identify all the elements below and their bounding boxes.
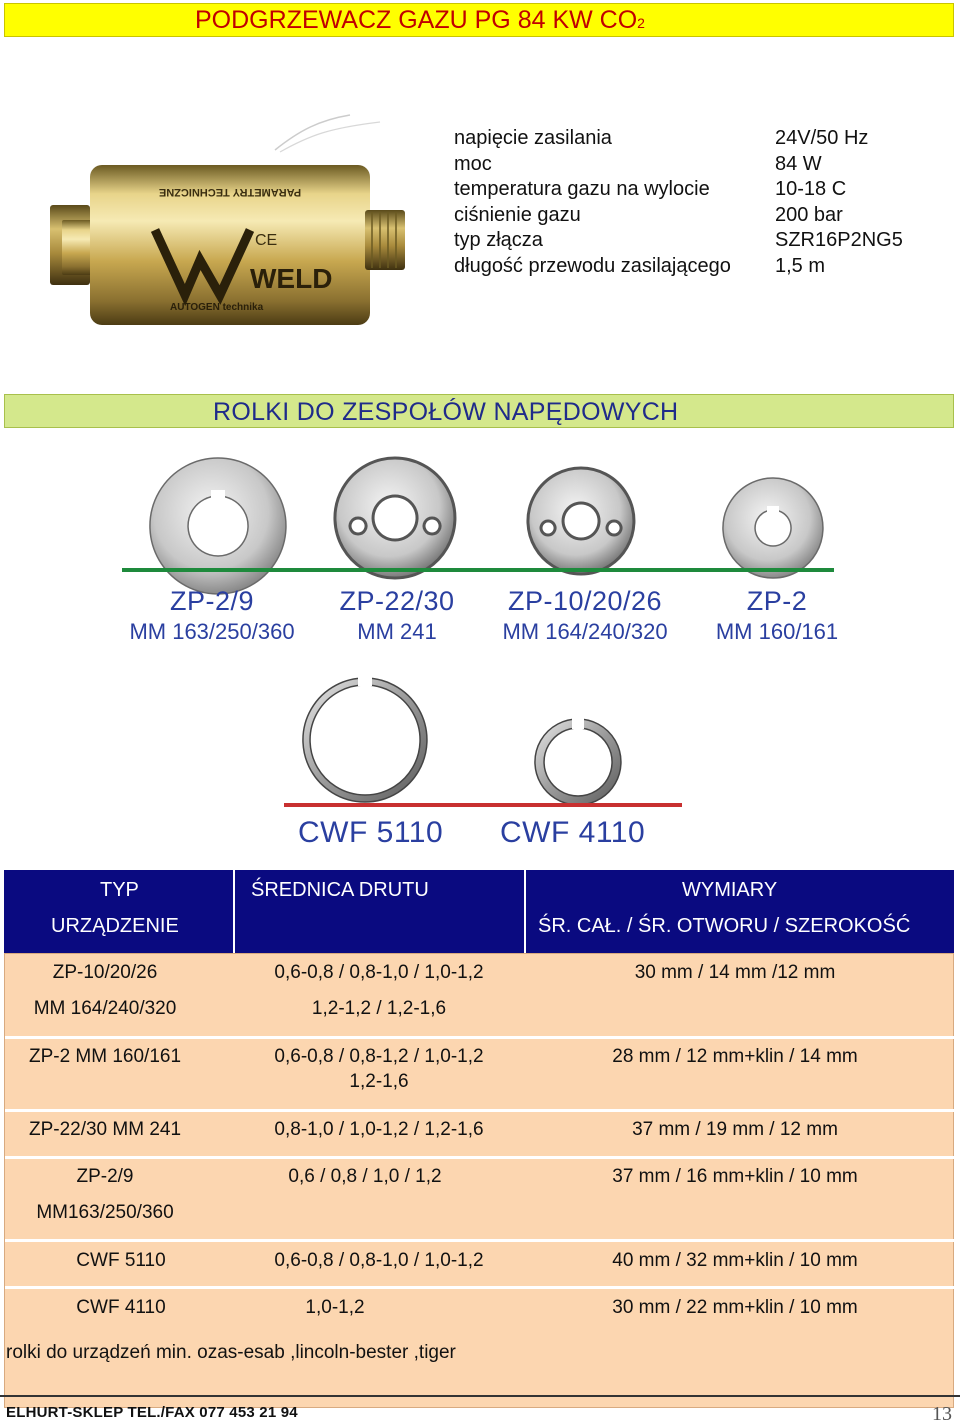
header-wymiary: WYMIARY xyxy=(682,879,778,901)
roller-disc-zp-22-30 xyxy=(333,456,457,580)
cwf-4110-ring xyxy=(532,716,624,808)
header-srednica: ŚREDNICA DRUTU xyxy=(251,879,429,901)
spec-row xyxy=(454,203,914,229)
table-cell: 0,6-0,8 / 0,8-1,0 / 1,0-1,2 xyxy=(274,962,484,983)
page-header-band xyxy=(4,3,954,37)
spec-value: SZR16P2NG5 xyxy=(775,229,903,251)
gas-heater-image xyxy=(20,110,440,340)
row-separator xyxy=(5,1239,955,1242)
roller-caption xyxy=(716,586,838,645)
table-cell: 30 mm / 22 mm+klin / 10 mm xyxy=(612,1297,858,1318)
row-separator xyxy=(5,1286,955,1289)
roller-name: ZP-2/9 xyxy=(169,586,255,616)
spec-value: 200 bar xyxy=(775,203,843,226)
spec-label: ciśnienie gazu xyxy=(454,203,581,226)
table-cell: ZP-10/20/26 xyxy=(52,962,158,983)
spec-row xyxy=(454,152,914,178)
green-divider xyxy=(122,568,834,572)
ce-mark: CE xyxy=(255,232,278,249)
table-cell: 1,0-1,2 xyxy=(305,1297,365,1318)
table-cell: MM163/250/360 xyxy=(36,1202,174,1223)
page-title: PODGRZEWACZ GAZU PG 84 KW CO2 xyxy=(195,6,645,34)
footer-contact: ELHURT-SKLEP TEL./FAX 077 453 21 94 xyxy=(6,1404,298,1421)
spec-label: długość przewodu zasilającego xyxy=(454,254,731,277)
table-cell: 28 mm / 12 mm+klin / 14 mm xyxy=(612,1046,858,1067)
table-header xyxy=(4,870,954,953)
section-title-band xyxy=(4,394,954,428)
specs-list xyxy=(454,126,914,279)
heater-brand-sub: AUTOGEN technika xyxy=(170,302,264,313)
table-cell: 30 mm / 14 mm /12 mm xyxy=(634,962,836,983)
roller-models: MM 241 xyxy=(357,619,437,644)
table-cell: 0,8-1,0 / 1,0-1,2 / 1,2-1,6 xyxy=(274,1119,484,1140)
roller-models: MM 160/161 xyxy=(715,619,839,644)
roller-caption xyxy=(502,586,667,645)
red-divider xyxy=(284,803,682,807)
roller-disc-zp-10-20-26 xyxy=(526,466,636,576)
spec-value: 10-18 C xyxy=(775,178,847,200)
table-cell: ZP-22/30 MM 241 xyxy=(28,1119,182,1140)
table-cell: MM 164/240/320 xyxy=(33,998,177,1019)
roller-caption xyxy=(129,586,294,645)
roller-models: MM 164/240/320 xyxy=(502,619,668,644)
table-cell: 40 mm / 32 mm+klin / 10 mm xyxy=(612,1250,858,1271)
roller-models: MM 163/250/360 xyxy=(129,619,295,644)
roller-caption xyxy=(339,586,454,645)
row-separator xyxy=(5,1036,955,1039)
spec-row xyxy=(454,254,914,280)
spec-row xyxy=(454,177,914,203)
spec-value: 1,5 m xyxy=(775,254,826,277)
cwf-5110-caption: CWF 5110 xyxy=(298,816,444,849)
header-divider xyxy=(233,870,235,953)
table-cell: 37 mm / 16 mm+klin / 10 mm xyxy=(612,1166,858,1187)
header-typ: TYP xyxy=(100,879,139,901)
spec-row xyxy=(454,126,914,152)
spec-row xyxy=(454,228,914,254)
footer-divider xyxy=(0,1395,960,1397)
spec-label: napięcie zasilania xyxy=(454,127,612,149)
roller-name: ZP-22/30 xyxy=(339,586,455,616)
row-separator xyxy=(5,1109,955,1112)
header-urzadzenie: URZĄDZENIE xyxy=(51,915,179,937)
table-cell: ZP-2 MM 160/161 xyxy=(28,1046,182,1067)
heater-brand: WELD xyxy=(250,263,333,294)
page-number: 13 xyxy=(932,1403,952,1425)
table-cell: 0,6 / 0,8 / 1,0 / 1,2 xyxy=(288,1166,442,1187)
header-divider xyxy=(524,870,526,953)
cwf-5110-ring xyxy=(300,675,430,805)
table-cell: ZP-2/9 xyxy=(76,1166,134,1187)
spec-label: temperatura gazu na wylocie xyxy=(454,178,710,200)
spec-value: 84 W xyxy=(775,152,822,175)
table-cell: 37 mm / 19 mm / 12 mm xyxy=(632,1119,838,1140)
table-cell: 1,2-1,2 / 1,2-1,6 xyxy=(311,998,447,1019)
table-cell: CWF 4110 xyxy=(76,1297,166,1318)
roller-name: ZP-2 xyxy=(746,586,808,616)
table-cell: 1,2-1,6 xyxy=(349,1071,409,1092)
title-subscript: 2 xyxy=(637,15,645,31)
table-cell: 0,6-0,8 / 0,8-1,2 / 1,0-1,2 xyxy=(274,1046,484,1067)
table-cell: 0,6-0,8 / 0,8-1,0 / 1,0-1,2 xyxy=(274,1250,484,1271)
row-separator xyxy=(5,1156,955,1159)
table-body xyxy=(4,953,954,1408)
heater-label-text: PARAMETRY TECHNICZNE xyxy=(158,186,302,198)
roller-disc-zp-2-9 xyxy=(148,456,288,596)
header-wymiary-detail: ŚR. CAŁ. / ŚR. OTWORU / SZEROKOŚĆ xyxy=(538,915,911,937)
spec-label: typ złącza xyxy=(454,229,543,251)
table-cell: CWF 5110 xyxy=(76,1250,166,1271)
spec-value: 24V/50 Hz xyxy=(775,127,869,149)
cwf-4110-caption: CWF 4110 xyxy=(500,816,646,849)
spec-label: moc xyxy=(454,152,492,175)
roller-disc-zp-2 xyxy=(721,476,825,580)
compatibility-note: rolki do urządzeń min. ozas-esab ,lincoln-bester ,tiger xyxy=(6,1342,456,1363)
roller-name: ZP-10/20/26 xyxy=(507,586,663,616)
section-title: ROLKI DO ZESPOŁÓW NAPĘDOWYCH xyxy=(213,398,679,426)
